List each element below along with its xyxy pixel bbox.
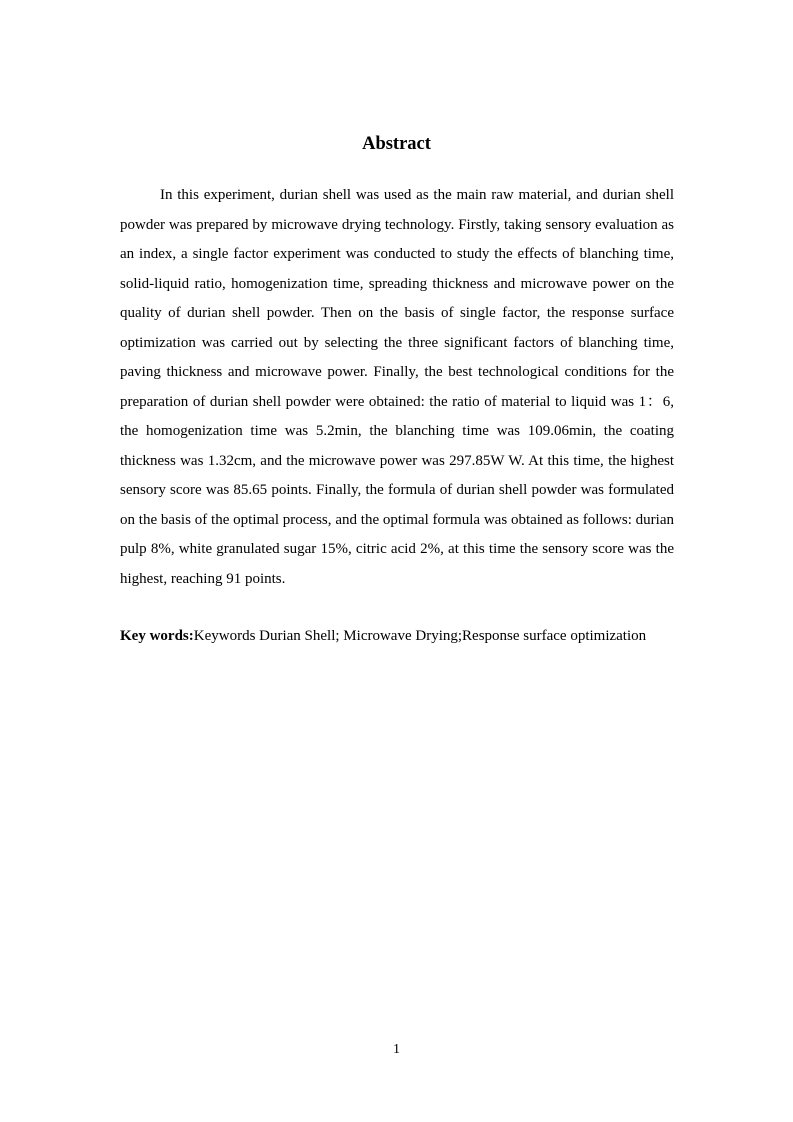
keywords-label: Key words:: [120, 628, 194, 644]
keywords-line: [120, 622, 674, 651]
abstract-body: In this experiment, durian shell was used as the main raw material, and durian shell powder was prepared by microwave drying technology. Firstly, taking sensory evaluation as an index, a single factor experiment was conducted to study the effects of blanching time, solid-liquid ratio, homogenization time, spreading thickness and microwave power on the quality of durian shell powder. Then on the basis of single factor, the response surface optimization was carried out by selecting the three significant factors of blanching time, paving thickness and microwave power. Finally, the best technological conditions for the preparation of durian shell powder were obtained: the ratio of material to liquid was 1：6, the homogenization time was 5.2min, the blanching time was 109.06min, the coating thickness was 1.32cm, and the microwave power was 297.85W W. At this time, the highest sensory score was 85.65 points. Finally, the formula of durian shell powder was formulated on the basis of the optimal process, and the optimal formula was obtained as follows: durian pulp 8%, white granulated sugar 15%, citric acid 2%, at this time the sensory score was the highest, reaching 91 points.: [120, 187, 674, 587]
abstract-heading: Abstract: [362, 134, 431, 154]
keywords-value: Keywords Durian Shell; Microwave Drying;Response surface optimization: [193, 628, 647, 644]
page-number: 1: [393, 1042, 400, 1057]
